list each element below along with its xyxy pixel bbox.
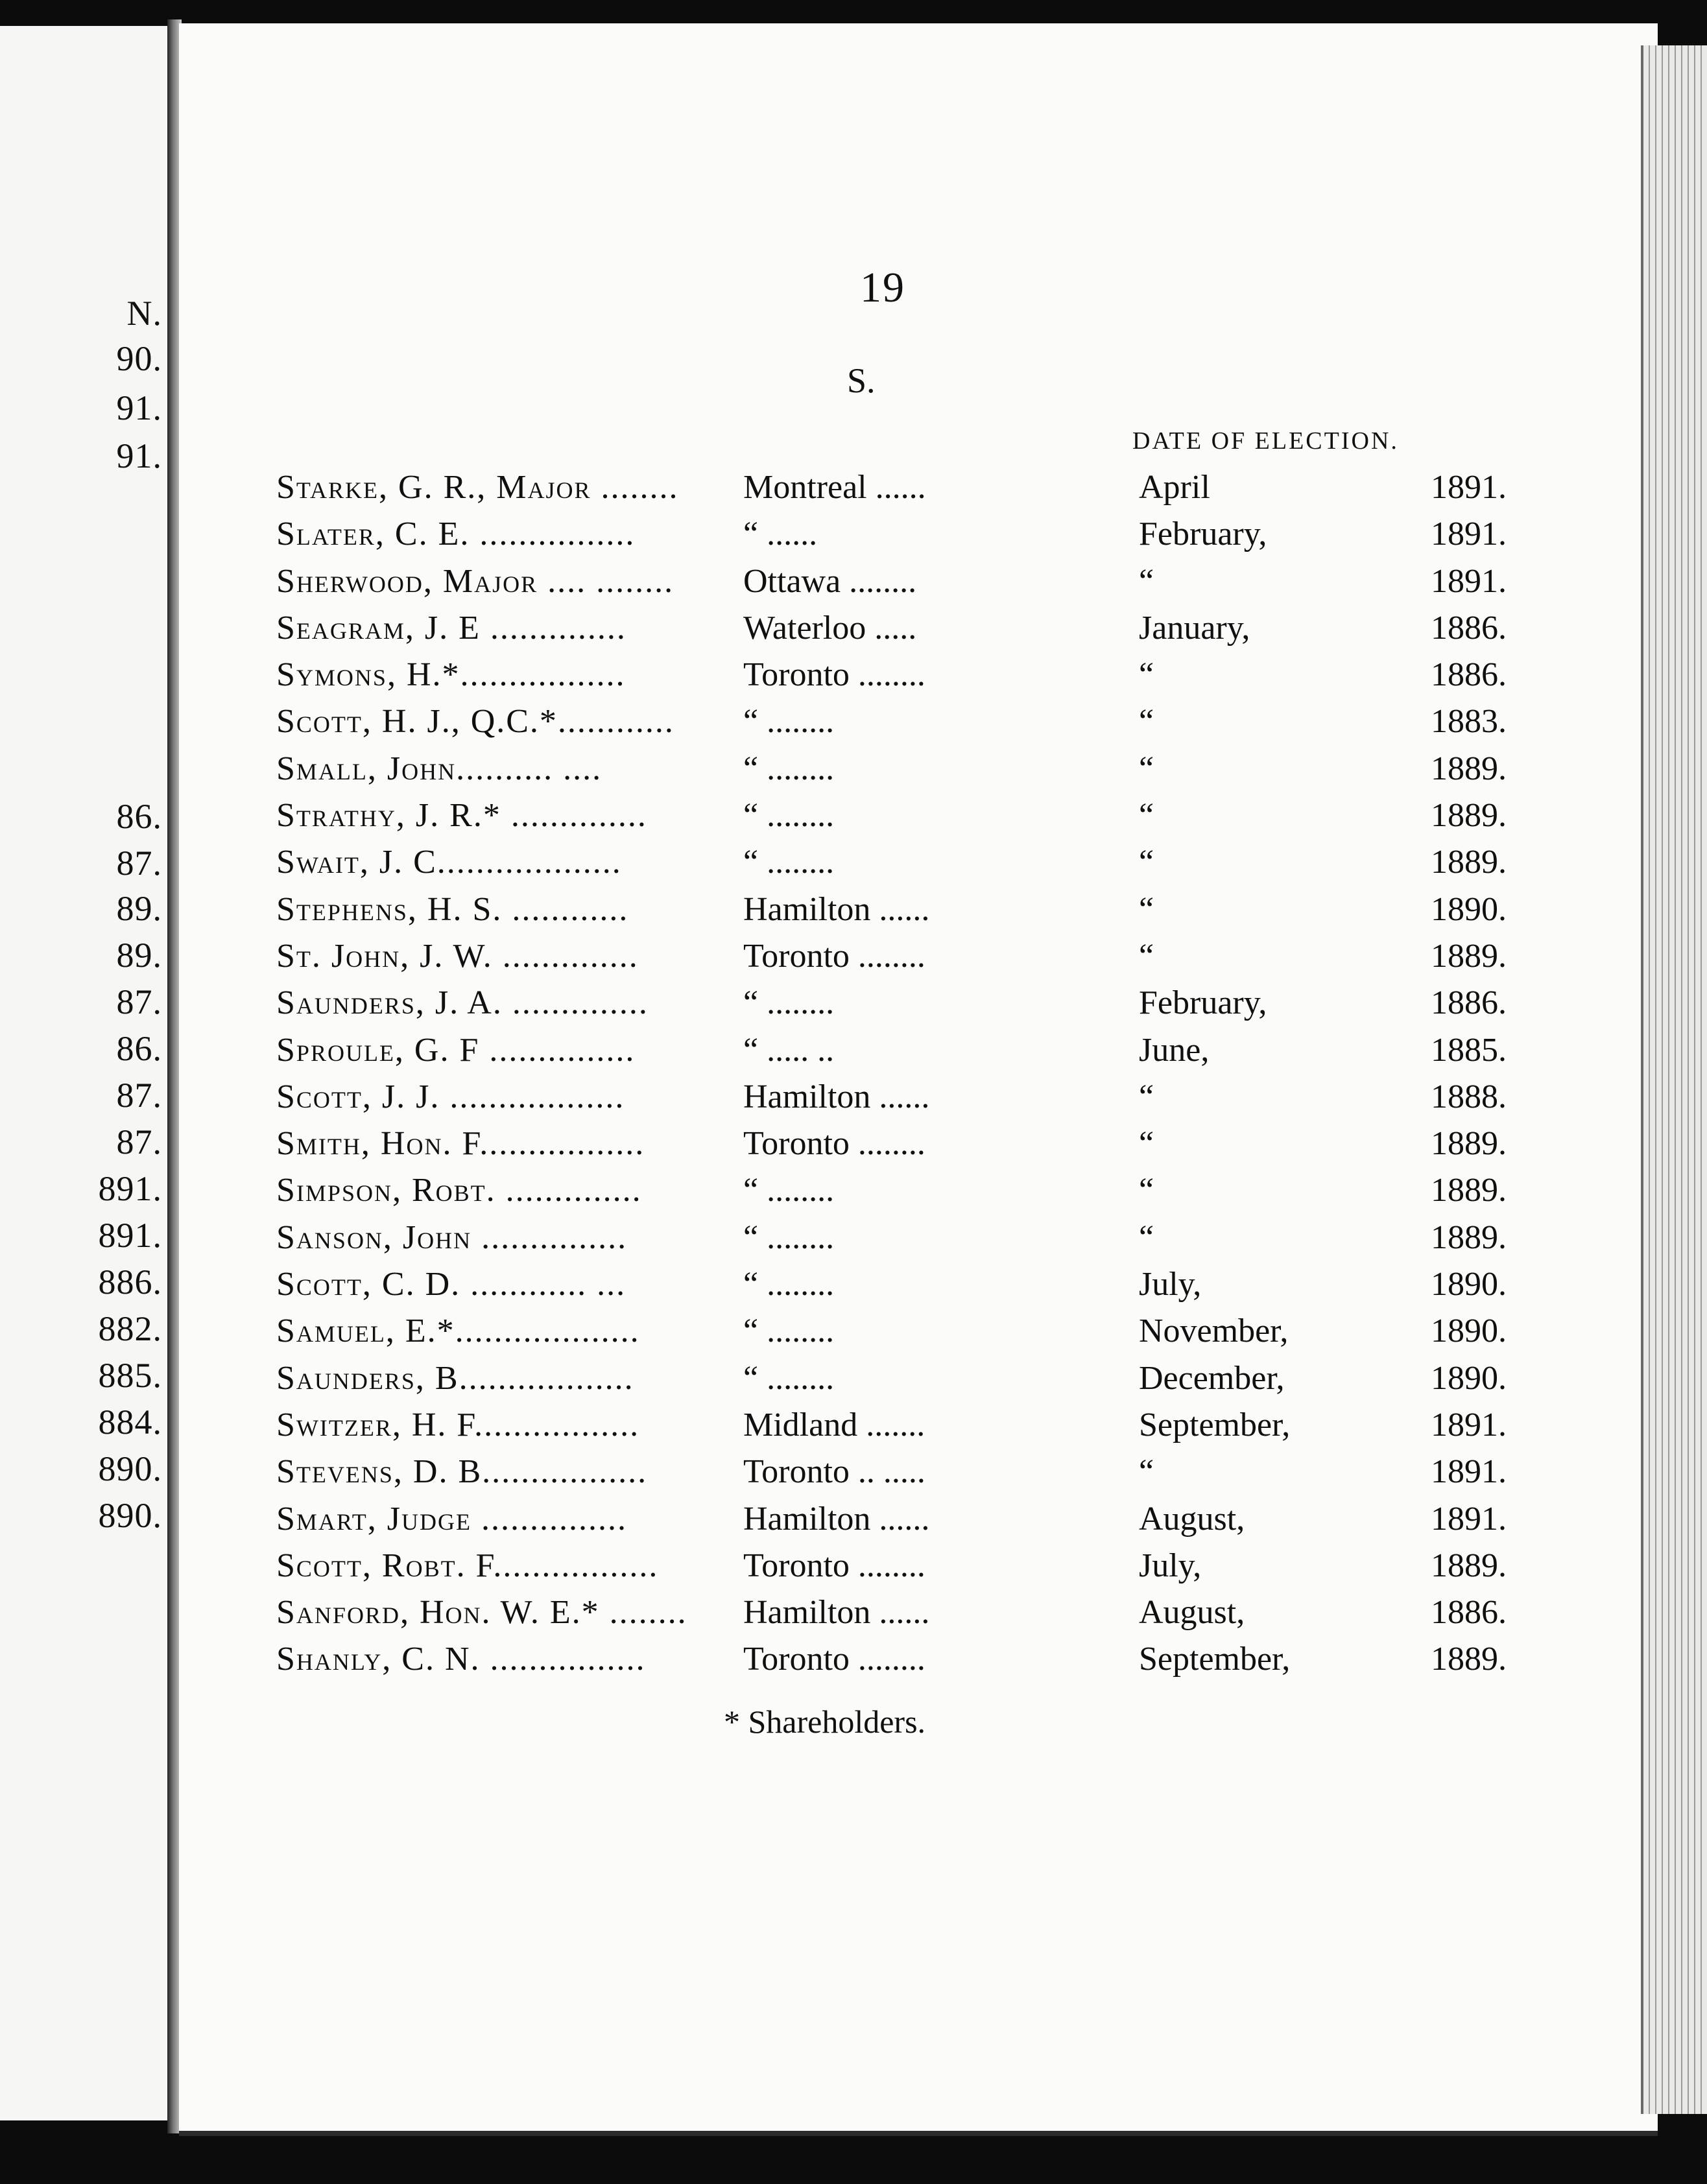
election-month: December, (1139, 1359, 1285, 1397)
member-name: Switzer, H. F................. (276, 1406, 640, 1443)
left-fragment: 890. (98, 1449, 162, 1488)
member-place: “ ........ (743, 1266, 835, 1303)
left-fragment: 89. (116, 936, 162, 975)
member-place: “ ........ (743, 750, 835, 787)
member-place: Hamilton ...... (743, 890, 930, 928)
roster-entry (276, 1500, 1541, 1547)
election-year: 1888. (1431, 1078, 1507, 1115)
election-month: July, (1139, 1266, 1202, 1303)
roster-entry (276, 937, 1541, 984)
member-name: Slater, C. E. ................ (276, 516, 636, 553)
election-year: 1889. (1431, 844, 1507, 881)
member-place: Toronto .. ..... (743, 1453, 925, 1491)
member-place: Toronto ........ (743, 656, 925, 694)
election-year: 1886. (1431, 609, 1507, 647)
member-place: “ ........ (743, 844, 835, 881)
left-fragment: 87. (116, 1122, 162, 1161)
roster-entry (276, 562, 1541, 609)
roster-entry (276, 843, 1541, 890)
member-roster (276, 468, 1541, 1687)
member-name: Smith, Hon. F................. (276, 1125, 645, 1163)
member-place: Hamilton ...... (743, 1078, 930, 1115)
member-place: “ ...... (743, 516, 818, 553)
left-fragment: 891. (98, 1216, 162, 1255)
election-month: “ (1139, 1453, 1154, 1491)
left-fragment: 882. (98, 1309, 162, 1348)
member-name: Saunders, B.................. (276, 1359, 634, 1397)
roster-entry (276, 1593, 1541, 1640)
page-number: 19 (860, 264, 905, 311)
election-year: 1889. (1431, 1125, 1507, 1163)
member-place: Toronto ........ (743, 1125, 925, 1163)
election-year: 1891. (1431, 1406, 1507, 1443)
election-month: “ (1139, 562, 1154, 600)
roster-entry (276, 1171, 1541, 1218)
election-month: “ (1139, 937, 1154, 975)
election-year: 1886. (1431, 1594, 1507, 1632)
member-name: Scott, Robt. F................. (276, 1547, 659, 1584)
roster-entry (276, 702, 1541, 749)
roster-entry (276, 515, 1541, 562)
roster-entry (276, 1312, 1541, 1359)
election-month: “ (1139, 1078, 1154, 1115)
left-fragment: 89. (116, 889, 162, 928)
election-month: September, (1139, 1641, 1291, 1678)
member-name: Symons, H.*................. (276, 656, 626, 694)
election-month: “ (1139, 1125, 1154, 1163)
election-year: 1891. (1431, 1500, 1507, 1537)
left-fragment: 90. (116, 339, 162, 378)
election-month: September, (1139, 1406, 1291, 1443)
election-year: 1891. (1431, 469, 1507, 506)
election-month: August, (1139, 1500, 1245, 1537)
member-name: St. John, J. W. .............. (276, 937, 639, 975)
election-month: April (1139, 469, 1210, 506)
left-fragment: 87. (116, 844, 162, 883)
member-place: Midland ....... (743, 1406, 925, 1443)
election-year: 1889. (1431, 1641, 1507, 1678)
member-name: Small, John.......... .... (276, 750, 603, 787)
election-year: 1889. (1431, 1218, 1507, 1256)
member-place: Waterloo ..... (743, 609, 917, 647)
election-month: “ (1139, 703, 1154, 741)
member-place: Ottawa ........ (743, 562, 917, 600)
election-month: “ (1139, 890, 1154, 928)
date-of-election-header: DATE OF ELECTION. (1132, 427, 1399, 455)
member-name: Sherwood, Major .... ........ (276, 562, 674, 600)
left-page-edge (0, 26, 178, 2120)
roster-entry (276, 1359, 1541, 1406)
member-name: Scott, J. J. .................. (276, 1078, 625, 1115)
member-place: “ ........ (743, 984, 835, 1022)
member-place: Toronto ........ (743, 1547, 925, 1584)
left-fragment: 886. (98, 1263, 162, 1301)
left-fragment: 91. (116, 388, 162, 427)
roster-entry (276, 750, 1541, 796)
roster-entry (276, 1547, 1541, 1593)
member-place: “ ........ (743, 703, 835, 741)
left-fragment: 86. (116, 797, 162, 836)
left-fragment: N. (126, 294, 162, 333)
member-place: “ ........ (743, 1218, 835, 1256)
member-place: “ ........ (743, 1312, 835, 1350)
election-year: 1889. (1431, 750, 1507, 787)
left-fragment: 87. (116, 982, 162, 1021)
election-month: January, (1139, 609, 1250, 647)
election-year: 1890. (1431, 1312, 1507, 1350)
election-month: “ (1139, 656, 1154, 694)
left-fragment: 891. (98, 1169, 162, 1208)
roster-entry (276, 1265, 1541, 1312)
election-year: 1886. (1431, 984, 1507, 1022)
roster-entry (276, 1078, 1541, 1124)
member-name: Sanson, John ............... (276, 1218, 628, 1256)
member-name: Seagram, J. E .............. (276, 609, 627, 647)
member-name: Starke, G. R., Major ........ (276, 469, 679, 506)
roster-entry (276, 796, 1541, 843)
member-name: Sproule, G. F ............... (276, 1031, 636, 1069)
member-place: “ ........ (743, 1172, 835, 1209)
election-year: 1891. (1431, 1453, 1507, 1491)
member-name: Shanly, C. N. ................ (276, 1641, 646, 1678)
member-place: Montreal ...... (743, 469, 926, 506)
election-month: “ (1139, 797, 1154, 835)
election-month: July, (1139, 1547, 1202, 1584)
election-month: February, (1139, 516, 1267, 553)
election-year: 1889. (1431, 797, 1507, 835)
shareholders-footnote: * Shareholders. (724, 1703, 926, 1740)
page-19 (179, 23, 1658, 2136)
roster-entry (276, 1218, 1541, 1265)
election-year: 1885. (1431, 1031, 1507, 1069)
roster-entry (276, 1640, 1541, 1687)
election-year: 1890. (1431, 890, 1507, 928)
member-place: “ ........ (743, 1359, 835, 1397)
member-name: Scott, C. D. ............ ... (276, 1266, 627, 1303)
roster-entry (276, 1453, 1541, 1499)
election-month: February, (1139, 984, 1267, 1022)
page-edges (1641, 45, 1707, 2114)
member-name: Stephens, H. S. ............ (276, 890, 629, 928)
member-place: Toronto ........ (743, 1641, 925, 1678)
election-year: 1886. (1431, 656, 1507, 694)
roster-entry (276, 468, 1541, 515)
roster-entry (276, 1406, 1541, 1453)
left-fragment: 91. (116, 436, 162, 475)
member-name: Smart, Judge ............... (276, 1500, 627, 1537)
member-name: Swait, J. C................... (276, 844, 622, 881)
member-place: Toronto ........ (743, 937, 925, 975)
election-year: 1889. (1431, 1547, 1507, 1584)
election-year: 1889. (1431, 937, 1507, 975)
member-name: Scott, H. J., Q.C.*............ (276, 703, 674, 741)
member-name: Simpson, Robt. .............. (276, 1172, 642, 1209)
election-year: 1891. (1431, 516, 1507, 553)
election-month: “ (1139, 1172, 1154, 1209)
roster-entry (276, 1124, 1541, 1171)
left-fragment: 87. (116, 1076, 162, 1115)
election-year: 1890. (1431, 1359, 1507, 1397)
member-name: Stevens, D. B................. (276, 1453, 648, 1491)
section-letter: S. (847, 361, 876, 400)
election-month: “ (1139, 750, 1154, 787)
member-name: Samuel, E.*................... (276, 1312, 640, 1350)
election-month: August, (1139, 1594, 1245, 1632)
election-year: 1889. (1431, 1172, 1507, 1209)
left-fragment: 890. (98, 1496, 162, 1535)
left-fragment: 86. (116, 1029, 162, 1068)
member-place: Hamilton ...... (743, 1500, 930, 1537)
election-year: 1891. (1431, 562, 1507, 600)
member-name: Strathy, J. R.* .............. (276, 797, 647, 835)
left-fragment: 885. (98, 1356, 162, 1395)
roster-entry (276, 890, 1541, 937)
roster-entry (276, 1031, 1541, 1078)
member-place: “ ..... .. (743, 1031, 835, 1069)
roster-entry (276, 609, 1541, 656)
roster-entry (276, 984, 1541, 1030)
election-year: 1883. (1431, 703, 1507, 741)
left-fragment: 884. (98, 1403, 162, 1442)
member-place: Hamilton ...... (743, 1594, 930, 1632)
election-month: June, (1139, 1031, 1210, 1069)
roster-entry (276, 656, 1541, 702)
election-year: 1890. (1431, 1266, 1507, 1303)
election-month: “ (1139, 844, 1154, 881)
election-month: November, (1139, 1312, 1289, 1350)
election-month: “ (1139, 1218, 1154, 1256)
member-name: Sanford, Hon. W. E.* ........ (276, 1594, 687, 1632)
member-place: “ ........ (743, 797, 835, 835)
member-name: Saunders, J. A. .............. (276, 984, 649, 1022)
